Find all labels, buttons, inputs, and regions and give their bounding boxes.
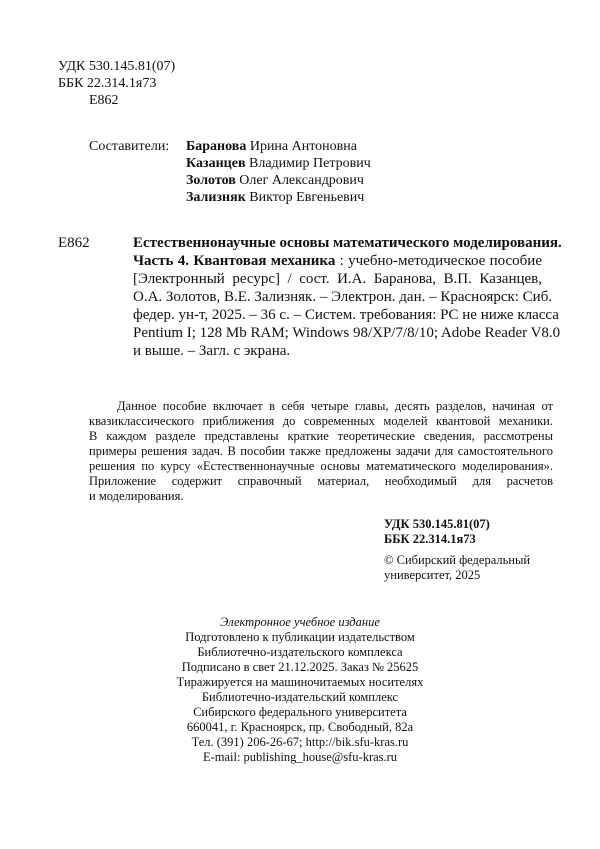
bib-mark: Е862 bbox=[58, 235, 90, 251]
compiler-2-surname: Казанцев bbox=[186, 156, 246, 171]
author-mark: Е862 bbox=[89, 93, 119, 108]
annotation-line: Данное пособие включает в себя четыре главы, десять разделов, начиная от bbox=[117, 399, 553, 413]
annotation-line: и моделирования. bbox=[89, 489, 184, 503]
imprint-line: Тел. (391) 206-26-67; http://bik.sfu-kras.ru bbox=[191, 735, 409, 749]
bib-title-line: Естественнонаучные основы математического моделирования. bbox=[133, 235, 562, 251]
bbk-code-bottom: ББК 22.314.1я73 bbox=[384, 532, 476, 546]
udk-code: УДК 530.145.81(07) bbox=[58, 59, 176, 74]
imprint-line: Сибирского федерального университета bbox=[193, 705, 407, 719]
compiler-1 bbox=[186, 138, 357, 155]
imprint-line: 660041, г. Красноярск, пр. Свободный, 82а bbox=[186, 720, 414, 734]
compiler-3-surname: Золотов bbox=[186, 173, 236, 188]
compiler-2 bbox=[186, 155, 371, 172]
imprint-line: Подписано в свет 21.12.2025. Заказ № 25625 bbox=[181, 660, 419, 674]
bib-part-type: : учебно-методическое пособие bbox=[335, 253, 542, 269]
imprint-line: Библиотечно-издательского комплекса bbox=[197, 645, 403, 659]
annotation-line: квазиклассического приближения до современных моделей квантовой механики. bbox=[89, 414, 553, 428]
compiler-4-name: Виктор Евгеньевич bbox=[245, 190, 365, 205]
copyright-line-2: университет, 2025 bbox=[384, 568, 481, 582]
annotation-line: примеры решения задач. В пособии также предложены задачи для самостоятельного bbox=[89, 444, 553, 458]
bbk-code: ББК 22.314.1я73 bbox=[58, 76, 157, 91]
compiler-4 bbox=[186, 189, 364, 206]
compiler-2-name: Владимир Петрович bbox=[245, 156, 371, 171]
bib-title-line-2 bbox=[133, 252, 542, 270]
compiler-3-name: Олег Александрович bbox=[235, 173, 364, 188]
bib-part-title: Часть 4. Квантовая механика bbox=[133, 253, 336, 269]
imprint-block bbox=[150, 615, 450, 765]
annotation-line: решения по курсу «Естественнонаучные основы математического моделирования». bbox=[89, 459, 553, 473]
annotation-line: Приложение содержит справочный материал, необходимый для расчетов bbox=[89, 474, 553, 488]
compiler-3 bbox=[186, 172, 364, 189]
bib-line: и выше. – Загл. с экрана. bbox=[133, 343, 291, 359]
imprint-line: Подготовлено к публикации издательством bbox=[185, 630, 415, 644]
compiler-4-surname: Зализняк bbox=[186, 190, 246, 205]
annotation-line: В каждом разделе представлены краткие теоретические сведения, рассмотрены bbox=[89, 429, 553, 443]
bib-line: федер. ун-т, 2025. – 36 с. – Систем. требования: PC не ниже класса bbox=[133, 307, 559, 323]
udk-code-bottom: УДК 530.145.81(07) bbox=[384, 517, 490, 531]
compiler-1-surname: Баранова bbox=[186, 139, 247, 154]
bib-line: О.А. Золотов, В.Е. Зализняк. – Электрон. дан. – Красноярск: Сиб. bbox=[133, 289, 553, 305]
copyright-line-1: © Сибирский федеральный bbox=[384, 553, 531, 567]
bib-line: Pentium I; 128 Mb RAM; Windows 98/XP/7/8/10; Adobe Reader V8.0 bbox=[133, 325, 561, 341]
imprint-line: Библиотечно-издательский комплекс bbox=[201, 690, 399, 704]
bib-line: [Электронный ресурс] / сост. И.А. Баранова, В.П. Казанцев, bbox=[133, 271, 542, 287]
imprint-line: E-mail: publishing_house@sfu-kras.ru bbox=[202, 750, 398, 764]
compiler-1-name: Ирина Антоновна bbox=[246, 139, 357, 154]
imprint-heading: Электронное учебное издание bbox=[220, 615, 380, 629]
imprint-line: Тиражируется на машиночитаемых носителях bbox=[176, 675, 424, 689]
compilers-label: Составители: bbox=[89, 139, 170, 154]
